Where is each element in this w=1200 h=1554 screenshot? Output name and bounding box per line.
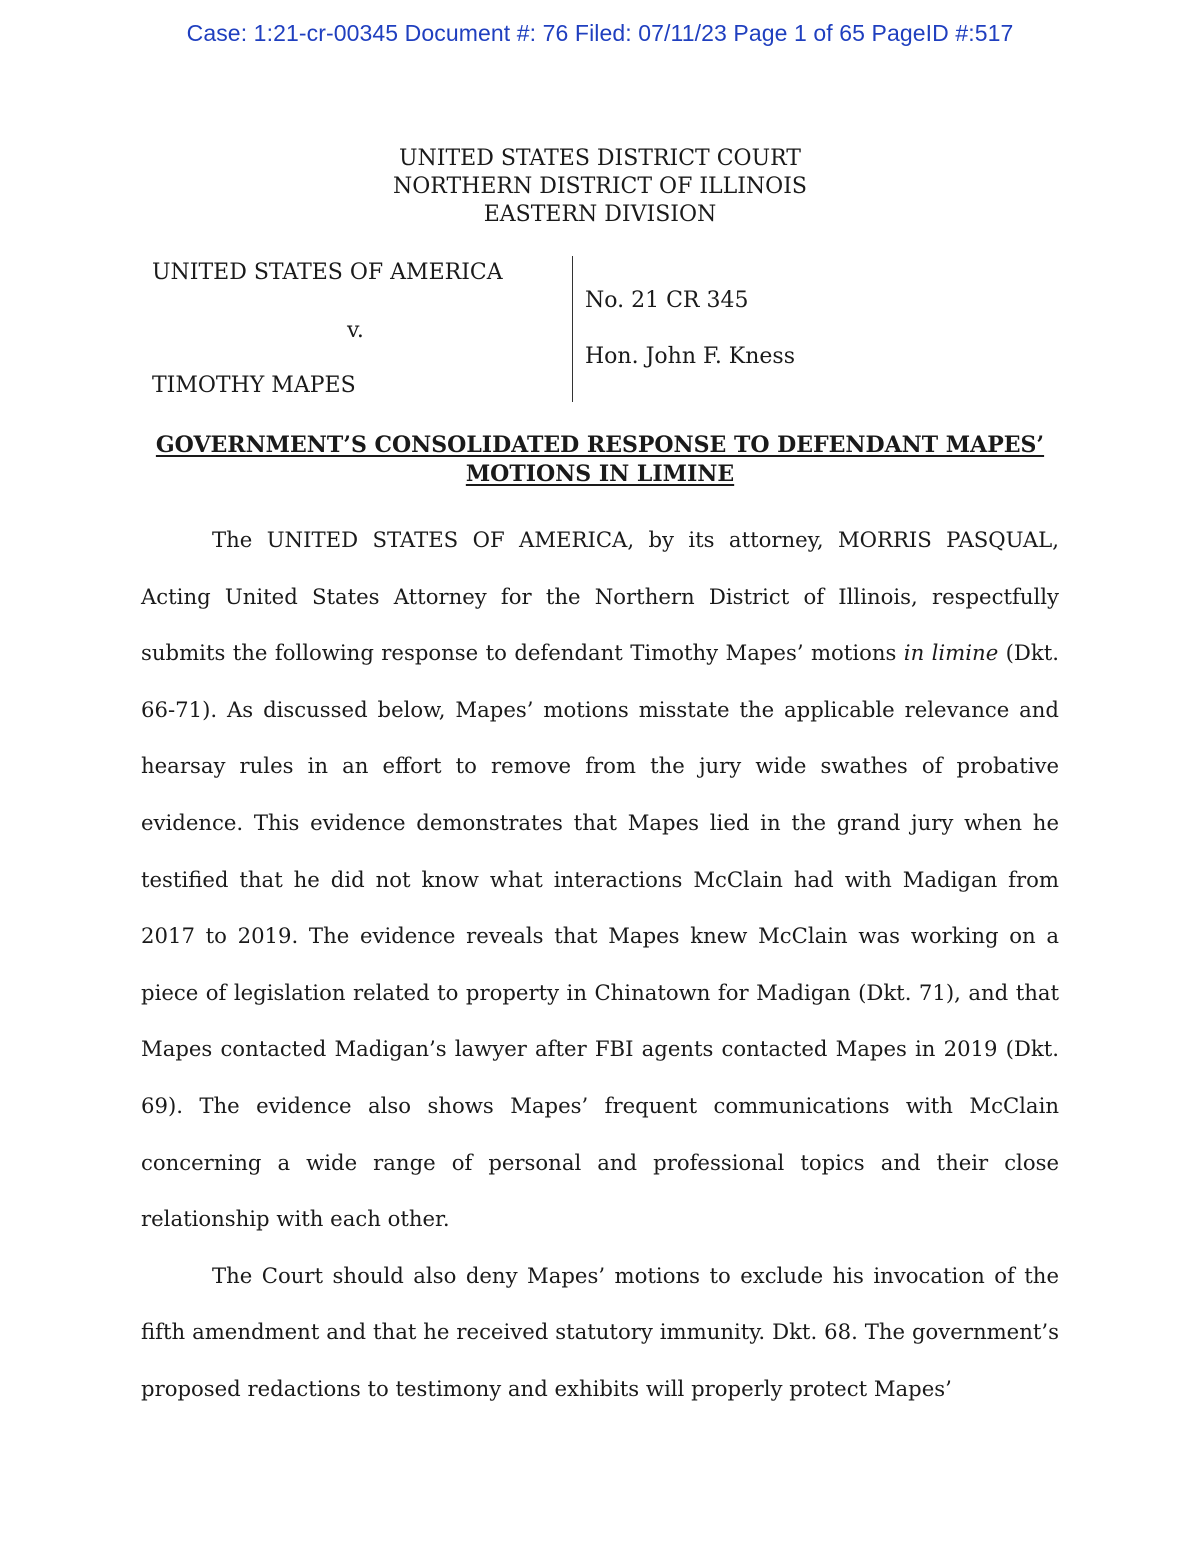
case-caption: [0, 256, 1200, 402]
court-district: NORTHERN DISTRICT OF ILLINOIS: [393, 174, 807, 199]
paragraph-2: The Court should also deny Mapes’ motions to exclude his invocation of the fifth amendment and that he received statutory immunity. Dkt. 68. The government’s proposed redactions to testimony and exhibits will properly protect Mapes’: [141, 1262, 1059, 1401]
paragraph-1-italic: in limine: [903, 640, 999, 666]
court-division: EASTERN DIVISION: [483, 202, 717, 227]
title-line-1: GOVERNMENT’S CONSOLIDATED RESPONSE TO DEFENDANT MAPES’: [155, 432, 1045, 458]
caption-defendant: TIMOTHY MAPES: [152, 373, 356, 398]
court-heading: [0, 145, 1200, 229]
document-title: [140, 431, 1060, 489]
caption-plaintiff: UNITED STATES OF AMERICA: [152, 260, 503, 285]
case-number: No. 21 CR 345: [585, 288, 749, 313]
court-name: UNITED STATES DISTRICT COURT: [399, 146, 801, 171]
paragraph-1-text-b: (Dkt. 66-71). As discussed below, Mapes’ motions misstate the applicable relevance and hearsay rules in an effort to remove from the jury wide swathes of probative evidence. This evidence demonstrates that Mapes lied in the grand jury when he testified that he did not know what interactions McClain had with Madigan from 2017 to 2019. The evidence reveals that Mapes knew McClain was working on a piece of legislation related to property in Chinatown for Madigan (Dkt. 71), and that Mapes contacted Madigan’s lawyer after FBI agents contacted Mapes in 2019 (Dkt. 69). The evidence also shows Mapes’ frequent communications with McClain concerning a wide range of personal and professional topics and their close relationship with each other.: [141, 640, 1060, 1232]
title-line-2: MOTIONS IN LIMINE: [465, 461, 735, 487]
paragraph-1-text-a: The UNITED STATES OF AMERICA, by its attorney, MORRIS PASQUAL, Acting United States Attorney for the Northern District of Illinois, respectfully submits the following response to defendant Timothy Mapes’ motions: [141, 527, 1059, 666]
paragraph-1: [141, 512, 1059, 1248]
ecf-filing-header: Case: 1:21-cr-00345 Document #: 76 Filed: 07/11/23 Page 1 of 65 PageID #:517: [186, 20, 1014, 46]
presiding-judge: Hon. John F. Kness: [585, 344, 796, 369]
document-body: [141, 512, 1059, 1418]
caption-divider: [572, 256, 573, 402]
caption-versus: v.: [347, 318, 364, 343]
